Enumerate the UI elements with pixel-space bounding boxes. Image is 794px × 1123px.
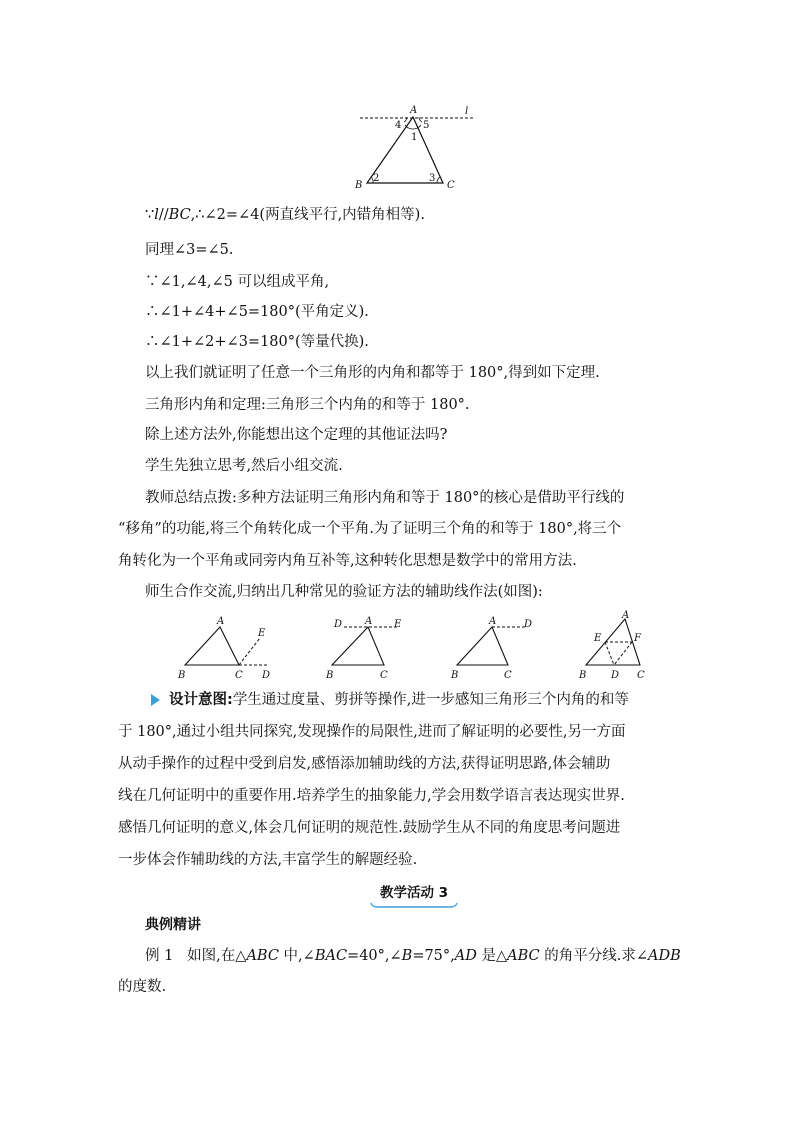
- f2-label-D: D: [334, 619, 343, 630]
- label-4: 4: [395, 120, 402, 131]
- f1-label-E: E: [258, 628, 266, 639]
- paragraph-summary-line-2: “移角”的功能,将三个角转化成一个平角.为了证明三个角的和等于 180°,将三个: [118, 521, 622, 537]
- f1-label-A: A: [217, 616, 225, 627]
- label-A: A: [410, 105, 418, 116]
- label-C: C: [447, 180, 455, 191]
- f3-label-D: D: [524, 619, 533, 630]
- f3-label-B: B: [451, 670, 459, 681]
- design-intent-line-1: 设计意图:学生通过度量、剪拼等操作,进一步感知三角形三个内角的和等: [169, 692, 629, 708]
- label-5: 5: [423, 120, 430, 131]
- proof-line-4: ∴∠1+∠4+∠5=180°(平角定义).: [145, 304, 369, 320]
- aux-figure-3: [446, 613, 546, 683]
- paragraph-aux-methods: 师生合作交流,归纳出几种常见的验证方法的辅助线作法(如图):: [145, 584, 543, 600]
- example-1-line-1: 例 1 如图,在△ABC 中,∠BAC=40°,∠B=75°,AD 是△ABC 的角平分线.求∠ADB: [145, 948, 681, 964]
- label-B: B: [355, 180, 363, 191]
- proof-line-5: ∴∠1+∠2+∠3=180°(等量代换).: [145, 334, 369, 350]
- activity-heading: 教学活动 3: [379, 885, 449, 901]
- design-intent-label: 设计意图:: [169, 692, 233, 708]
- f2-label-E: E: [394, 619, 402, 630]
- aux-figure-1: [172, 613, 282, 683]
- f4-label-A: A: [622, 610, 630, 621]
- design-intent-line-4: 线在几何证明中的重要作用.培养学生的抽象能力,学会用数学语言表达现实世界.: [118, 788, 625, 804]
- f1-label-B: B: [178, 670, 186, 681]
- proof-line-3: ∵∠1,∠4,∠5 可以组成平角,: [145, 274, 330, 290]
- design-intent-line-6: 一步体会作辅助线的方法,丰富学生的解题经验.: [118, 852, 418, 868]
- heading-underline: [370, 902, 458, 908]
- f4-label-D: D: [611, 670, 620, 681]
- f4-label-E: E: [594, 633, 602, 644]
- design-intent-line-2: 于 180°,通过小组共同探究,发现操作的局限性,进而了解证明的必要性,另一方面: [118, 724, 626, 740]
- play-triangle-icon: [151, 694, 160, 706]
- f4-label-F: F: [634, 633, 641, 644]
- proof-line-1: ∵l//BC,∴∠2=∠4(两直线平行,内错角相等).: [145, 207, 425, 223]
- f4-label-B: B: [579, 670, 587, 681]
- design-intent-line-5: 感悟几何证明的意义,体会几何证明的规范性.鼓励学生从不同的角度思考问题进: [118, 820, 621, 836]
- f2-label-A: A: [365, 616, 373, 627]
- f3-label-A: A: [489, 616, 497, 627]
- example-1-line-2: 的度数.: [118, 979, 167, 995]
- paragraph-theorem: 三角形内角和定理:三角形三个内角的和等于 180°.: [145, 397, 470, 413]
- label-1: 1: [411, 132, 418, 143]
- label-2: 2: [373, 173, 380, 184]
- f2-label-B: B: [326, 670, 334, 681]
- label-l: l: [465, 106, 469, 117]
- f1-label-C: C: [235, 670, 243, 681]
- f3-label-C: C: [504, 670, 512, 681]
- paragraph-proof-conclusion: 以上我们就证明了任意一个三角形的内角和都等于 180°,得到如下定理.: [145, 365, 600, 381]
- proof-line-2: 同理∠3=∠5.: [145, 242, 234, 258]
- paragraph-summary-line-3: 角转化为一个平角或同旁内角互补等,这种转化思想是数学中的常用方法.: [118, 553, 577, 569]
- f1-label-D: D: [262, 670, 271, 681]
- aux-figure-2: [322, 613, 422, 683]
- label-3: 3: [429, 173, 436, 184]
- paragraph-summary-line-1: 教师总结点拨:多种方法证明三角形内角和等于 180°的核心是借助平行线的: [145, 490, 625, 506]
- paragraph-question: 除上述方法外,你能想出这个定理的其他证法吗?: [145, 427, 448, 443]
- f2-label-C: C: [380, 670, 388, 681]
- example-section-title: 典例精讲: [145, 917, 201, 933]
- paragraph-student-activity: 学生先独立思考,然后小组交流.: [145, 458, 343, 474]
- f4-label-C: C: [637, 670, 645, 681]
- triangle-parallel-line-figure: [345, 100, 485, 192]
- design-intent-line-3: 从动手操作的过程中受到启发,感悟添加辅助线的方法,获得证明思路,体会辅助: [118, 756, 611, 772]
- aux-figure-4: [570, 609, 660, 683]
